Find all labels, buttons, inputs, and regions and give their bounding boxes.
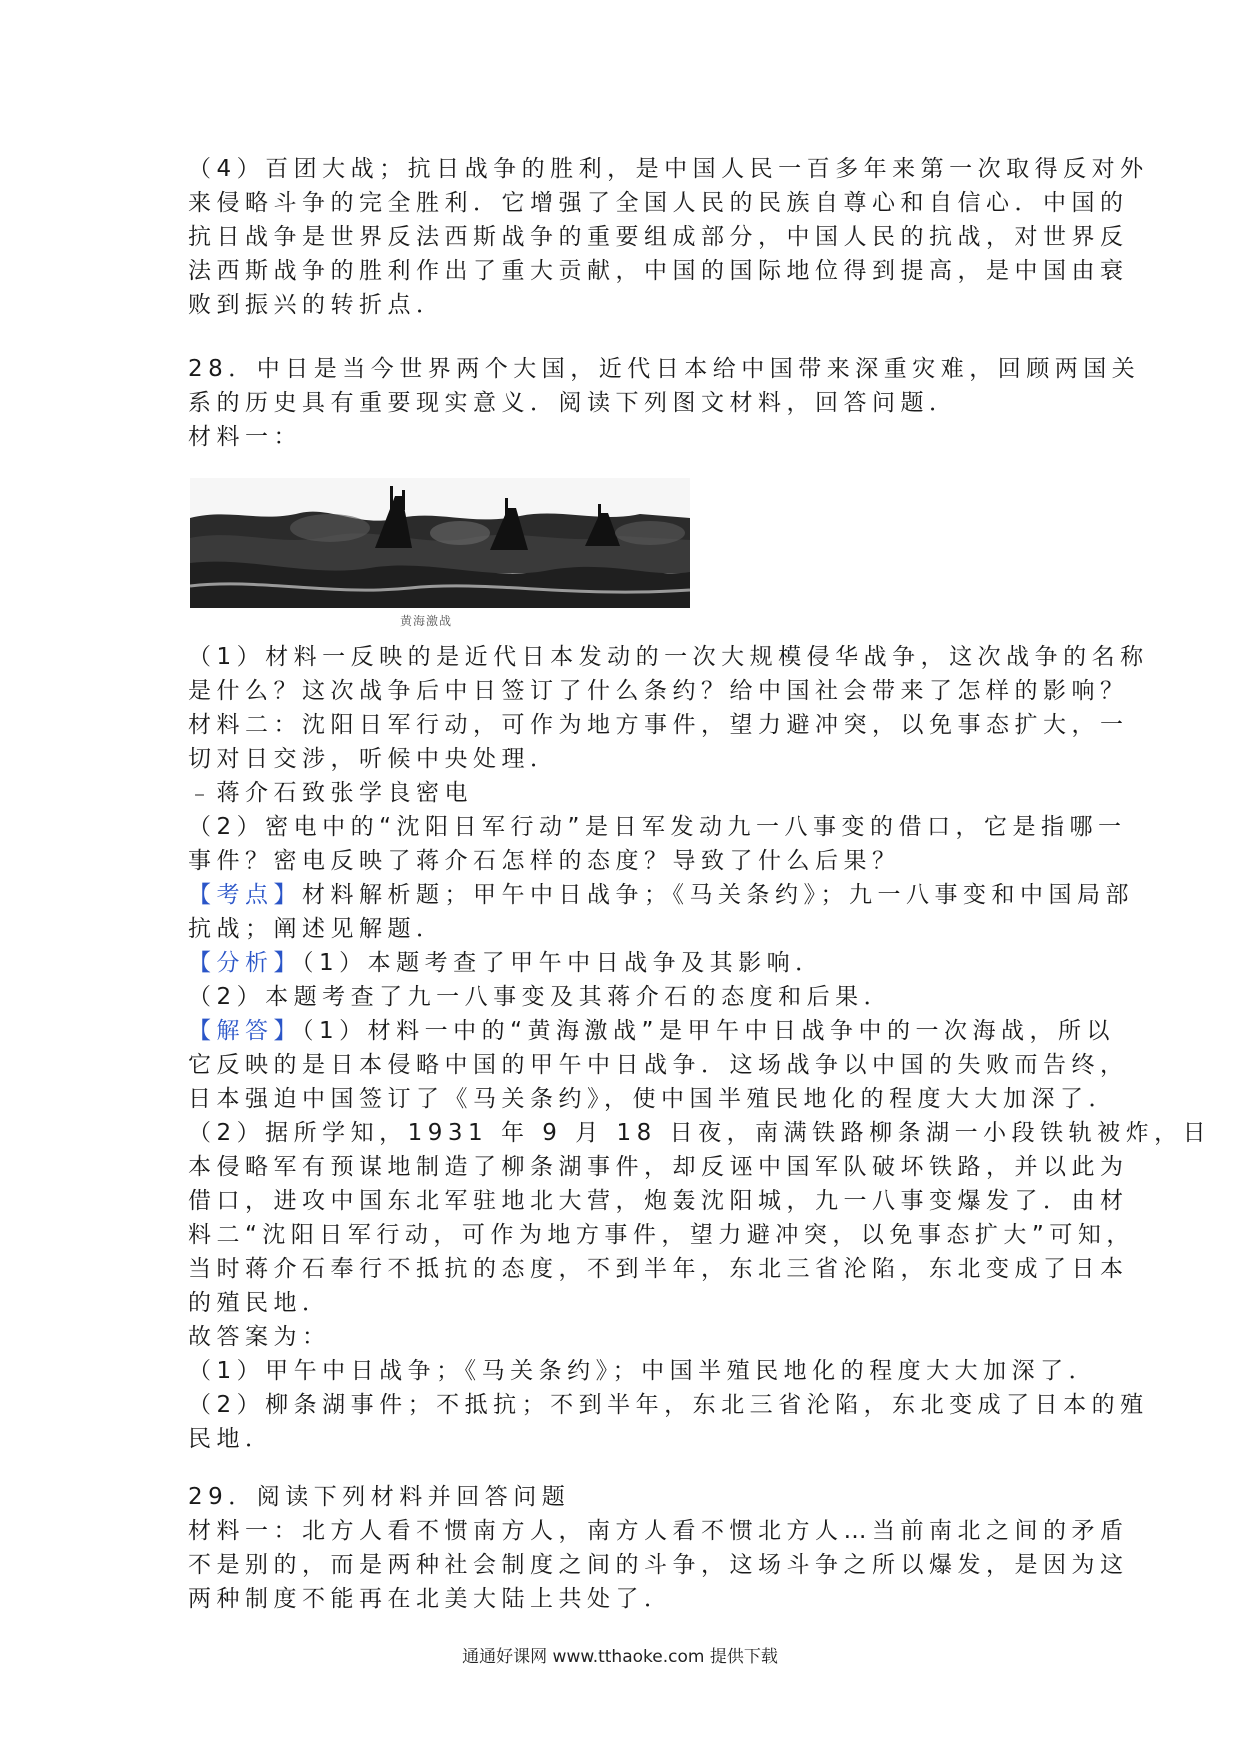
material-2-source: ﹣蒋介石致张学良密电: [188, 780, 473, 806]
question-28-2: （2）密电中的“沈阳日军行动”是日军发动九一八事变的借口，它是指哪一: [188, 814, 1127, 840]
text-line: 切对日交涉，听候中央处理．: [188, 746, 559, 772]
text-line: （4）百团大战；抗日战争的胜利，是中国人民一百多年来第一次取得反对外: [188, 156, 1149, 182]
jieda-line: [188, 1014, 1115, 1048]
text-line: （2）本题考查了九一八事变及其蒋介石的态度和后果．: [188, 984, 893, 1010]
text-line: 料二“沈阳日军行动，可作为地方事件，望力避冲突，以免事态扩大”可知，: [188, 1222, 1135, 1248]
material-2: 材料二：沈阳日军行动，可作为地方事件，望力避冲突，以免事态扩大，一: [188, 712, 1129, 738]
question-29-stem: 29．阅读下列材料并回答问题: [188, 1484, 571, 1510]
kaodian-tag: 【考点】: [188, 882, 302, 908]
text-line: （2）据所学知，1931 年 9 月 18 日夜，南满铁路柳条湖一小段铁轨被炸，日: [188, 1120, 1212, 1146]
text-line: 当时蒋介石奉行不抵抗的态度，不到半年，东北三省沦陷，东北变成了日本: [188, 1256, 1129, 1282]
text-line: 法西斯战争的胜利作出了重大贡献，中国的国际地位得到提高，是中国由衰: [188, 258, 1129, 284]
text-line: 民地．: [188, 1426, 274, 1452]
text-line: 日本强迫中国签订了《马关条约》，使中国半殖民地化的程度大大加深了．: [188, 1086, 1117, 1112]
material-1-label: 材料一：: [188, 424, 302, 450]
question-28-stem: 28．中日是当今世界两个大国，近代日本给中国带来深重灾难，回顾两国关: [188, 356, 1141, 382]
kaodian-text: 材料解析题；甲午中日战争；《马关条约》；九一八事变和中国局部: [302, 882, 1134, 908]
text-line: 它反映的是日本侵略中国的甲午中日战争．这场战争以中国的失败而告终，: [188, 1052, 1129, 1078]
fenxi-tag: 【分析】: [188, 950, 302, 976]
text-line: （1）甲午中日战争；《马关条约》；中国半殖民地化的程度大大加深了．: [188, 1358, 1098, 1384]
text-line: 抗日战争是世界反法西斯战争的重要组成部分，中国人民的抗战，对世界反: [188, 224, 1129, 250]
naval-battle-image: [190, 478, 690, 608]
text-line: 故答案为：: [188, 1324, 331, 1350]
text-line: 本侵略军有预谋地制造了柳条湖事件，却反诬中国军队破坏铁路，并以此为: [188, 1154, 1129, 1180]
text-line: 败到振兴的转折点．: [188, 292, 445, 318]
text-line: （2）柳条湖事件；不抵抗；不到半年，东北三省沦陷，东北变成了日本的殖: [188, 1392, 1149, 1418]
question-28-1: （1）材料一反映的是近代日本发动的一次大规模侵华战争，这次战争的名称: [188, 644, 1149, 670]
text-line: 不是别的，而是两种社会制度之间的斗争，这场斗争之所以爆发，是因为这: [188, 1552, 1129, 1578]
jieda-tag: 【解答】: [188, 1018, 302, 1044]
text-line: 来侵略斗争的完全胜利．它增强了全国人民的民族自尊心和自信心．中国的: [188, 190, 1129, 216]
figure-caption: 黄海激战: [400, 614, 453, 628]
text-line: 抗战；阐述见解题．: [188, 916, 445, 942]
text-line: 材料一：北方人看不惯南方人，南方人看不惯北方人…当前南北之间的矛盾: [188, 1518, 1129, 1544]
text-line: 借口，进攻中国东北军驻地北大营，炮轰沈阳城，九一八事变爆发了．由材: [188, 1188, 1129, 1214]
fenxi-text: （1）本题考查了甲午中日战争及其影响．: [302, 950, 824, 976]
page-footer: 通通好课网 www.tthaoke.com 提供下载: [462, 1647, 778, 1667]
jieda-text: （1）材料一中的“黄海激战”是甲午中日战争中的一次海战，所以: [302, 1018, 1115, 1044]
text-line: 事件？密电反映了蒋介石怎样的态度？导致了什么后果？: [188, 848, 901, 874]
text-line: 的殖民地．: [188, 1290, 331, 1316]
fenxi-line: [188, 946, 1068, 980]
kaodian-line: [188, 878, 1134, 912]
text-line: 系的历史具有重要现实意义．阅读下列图文材料，回答问题．: [188, 390, 958, 416]
text-line: 是什么？这次战争后中日签订了什么条约？给中国社会带来了怎样的影响？: [188, 678, 1129, 704]
text-line: 两种制度不能再在北美大陆上共处了．: [188, 1586, 673, 1612]
